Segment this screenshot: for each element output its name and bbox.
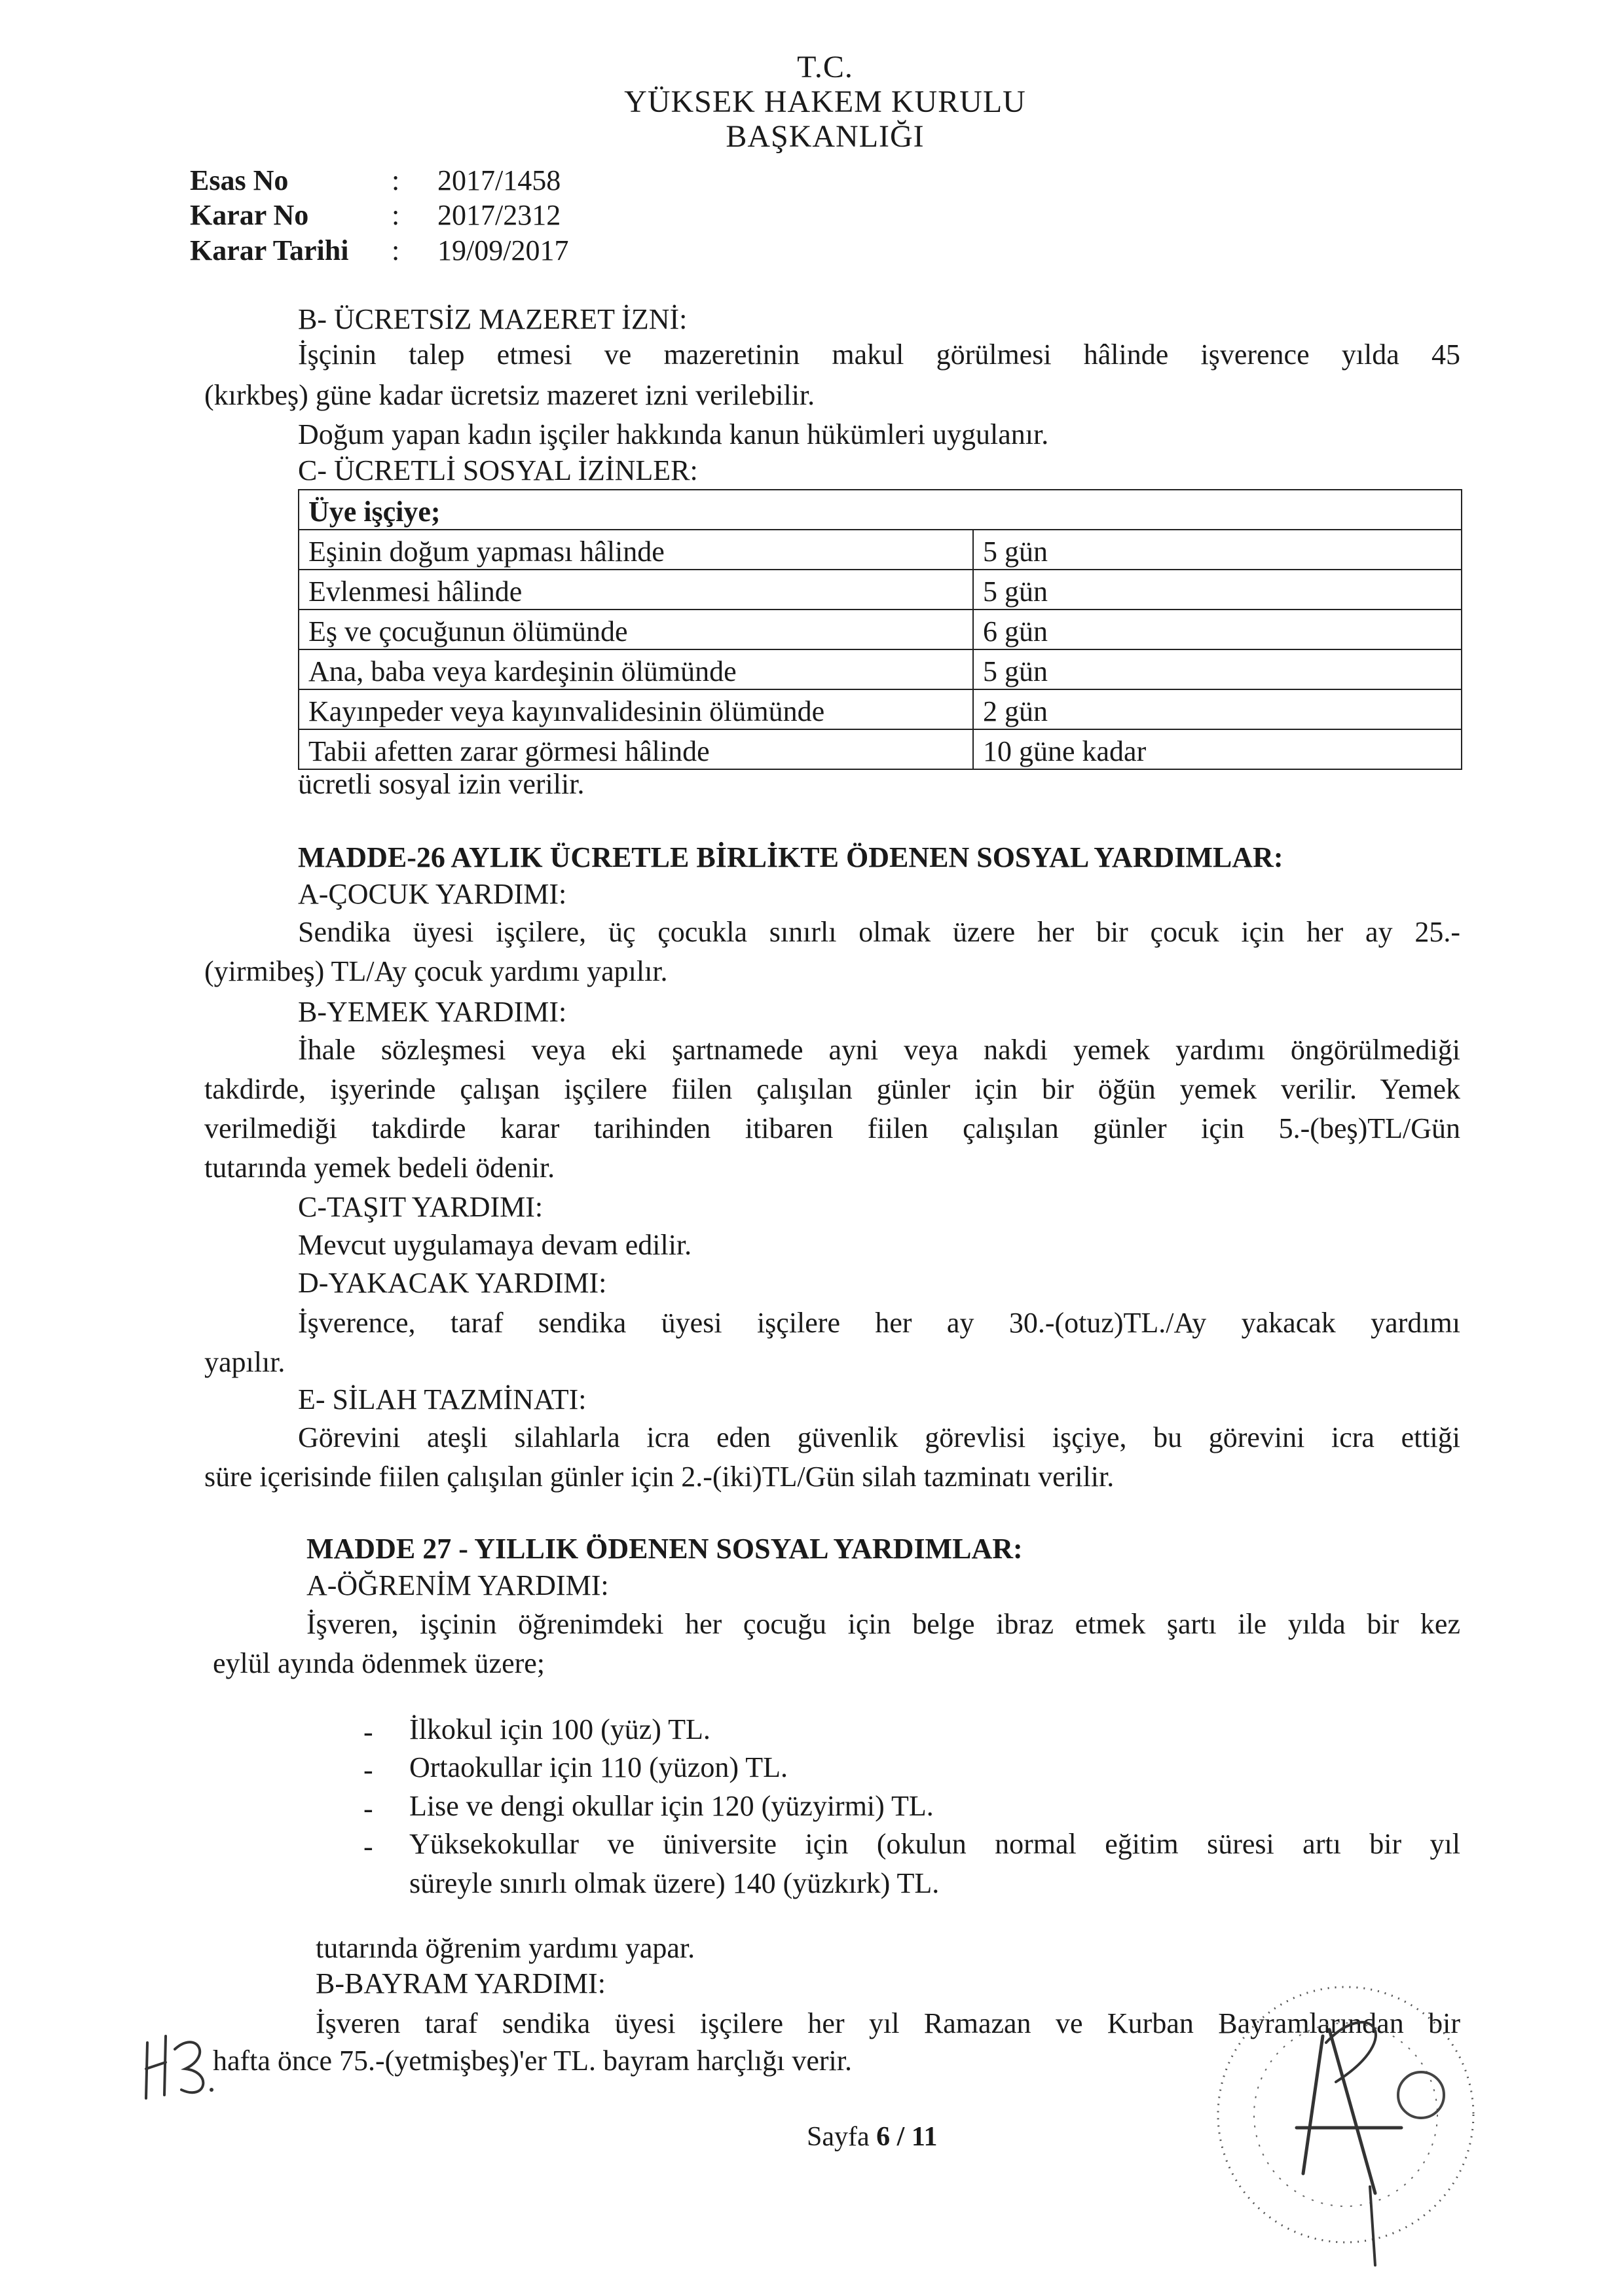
list-item: İlkokul için 100 (yüz) TL. bbox=[409, 1713, 710, 1745]
madde27-b-line2: hafta önce 75.-(yetmişbeş)'er TL. bayram harçlığı verir. bbox=[213, 2045, 852, 2077]
madde26-e-line2: süre içerisinde fiilen çalışılan günler için 2.-(iki)TL/Gün silah tazminatı verilir. bbox=[204, 1461, 1115, 1493]
list-bullet: - bbox=[363, 1831, 373, 1863]
madde26-a-heading: A-ÇOCUK YARDIMI: bbox=[298, 878, 567, 910]
table-header-row bbox=[299, 490, 1462, 530]
page-prefix: Sayfa bbox=[807, 2122, 877, 2152]
madde26-d-line2: yapılır. bbox=[204, 1346, 286, 1378]
esas-label: Esas No bbox=[190, 164, 289, 196]
madde27-a-line1: İşveren, işçinin öğrenimdeki her çocuğu için belge ibraz etmek şartı ile yılda bir kez bbox=[306, 1608, 1460, 1640]
madde26-a-line2: (yirmibeş) TL/Ay çocuk yardımı yapılır. bbox=[204, 955, 668, 987]
madde27-a-heading: A-ÖĞRENİM YARDIMI: bbox=[306, 1569, 609, 1601]
handwritten-initials bbox=[134, 2016, 226, 2108]
madde26-b-heading: B-YEMEK YARDIMI: bbox=[298, 996, 567, 1028]
madde27-b-heading: B-BAYRAM YARDIMI: bbox=[316, 1967, 606, 1999]
esas-value: 2017/1458 bbox=[437, 164, 561, 196]
table-row bbox=[299, 649, 1462, 689]
table-cell-label: Ana, baba veya kardeşinin ölümünde bbox=[299, 649, 973, 689]
list-item-continuation: süreyle sınırlı olmak üzere) 140 (yüzkırk) TL. bbox=[409, 1867, 940, 1899]
madde27-heading: MADDE 27 - YILLIK ÖDENEN SOSYAL YARDIMLAR: bbox=[306, 1533, 1023, 1565]
karar-colon: : bbox=[392, 199, 400, 231]
page-total: 11 bbox=[911, 2122, 938, 2152]
page-current: 6 bbox=[876, 2122, 891, 2152]
header-presidency: BAŞKANLIĞI bbox=[726, 119, 925, 154]
table-row bbox=[299, 729, 1462, 769]
section-c-heading: C- ÜCRETLİ SOSYAL İZİNLER: bbox=[298, 454, 698, 486]
list-item: Ortaokullar için 110 (yüzon) TL. bbox=[409, 1751, 788, 1783]
table-row bbox=[299, 610, 1462, 649]
madde26-b-line3: verilmediği takdirde karar tarihinden itibaren fiilen çalışılan günler için 5.-(beş)TL/Gün bbox=[204, 1112, 1460, 1144]
page-number bbox=[807, 2121, 938, 2153]
madde26-c-heading: C-TAŞIT YARDIMI: bbox=[298, 1191, 544, 1223]
madde26-e-line1: Görevini ateşli silahlarla icra eden güvenlik görevlisi işçiye, bu görevini icra ettiği bbox=[298, 1421, 1460, 1453]
madde27-a-after: tutarında öğrenim yardımı yapar. bbox=[316, 1932, 695, 1964]
madde26-b-line2: takdirde, işyerinde çalışan işçilere fiilen çalışılan günler için bir öğün yemek verilir. Yemek bbox=[204, 1073, 1460, 1105]
table-cell-value: 5 gün bbox=[973, 570, 1462, 610]
table-cell-value: 2 gün bbox=[973, 689, 1462, 729]
madde26-d-heading: D-YAKACAK YARDIMI: bbox=[298, 1267, 607, 1299]
list-bullet: - bbox=[363, 1754, 373, 1786]
karar-value: 2017/2312 bbox=[437, 199, 561, 231]
table-cell-label: Eşinin doğum yapması hâlinde bbox=[299, 530, 973, 570]
section-c-after: ücretli sosyal izin verilir. bbox=[298, 768, 585, 800]
header-institution: YÜKSEK HAKEM KURULU bbox=[624, 84, 1026, 119]
madde26-heading: MADDE-26 AYLIK ÜCRETLE BİRLİKTE ÖDENEN SOSYAL YARDIMLAR: bbox=[298, 841, 1283, 873]
madde26-e-heading: E- SİLAH TAZMİNATI: bbox=[298, 1383, 587, 1415]
section-b-paragraph2: Doğum yapan kadın işçiler hakkında kanun hükümleri uygulanır. bbox=[298, 418, 1049, 450]
tarih-value: 19/09/2017 bbox=[437, 234, 569, 266]
madde26-d-line1: İşverence, taraf sendika üyesi işçilere her ay 30.-(otuz)TL./Ay yakacak yardımı bbox=[298, 1307, 1460, 1339]
table-header-cell: Üye işçiye; bbox=[299, 490, 1462, 530]
table-cell-label: Kayınpeder veya kayınvalidesinin ölümünde bbox=[299, 689, 973, 729]
table-cell-label: Evlenmesi hâlinde bbox=[299, 570, 973, 610]
madde27-b-line1: İşveren taraf sendika üyesi işçilere her yıl Ramazan ve Kurban Bayramlarından bir bbox=[316, 2007, 1460, 2039]
header-tc: T.C. bbox=[797, 50, 853, 84]
section-b-line2: (kırkbeş) güne kadar ücretsiz mazeret izni verilebilir. bbox=[204, 379, 815, 411]
madde26-a-line1: Sendika üyesi işçilere, üç çocukla sınırlı olmak üzere her bir çocuk için her ay 25.- bbox=[298, 916, 1460, 948]
table-row bbox=[299, 570, 1462, 610]
karar-label: Karar No bbox=[190, 199, 309, 231]
table-cell-value: 10 güne kadar bbox=[973, 729, 1462, 769]
table-cell-value: 6 gün bbox=[973, 610, 1462, 649]
list-bullet: - bbox=[363, 1793, 373, 1825]
table-row bbox=[299, 530, 1462, 570]
madde26-b-line4: tutarında yemek bedeli ödenir. bbox=[204, 1152, 555, 1184]
tarih-colon: : bbox=[392, 234, 400, 266]
list-item: Lise ve dengi okullar için 120 (yüzyirmi) TL. bbox=[409, 1790, 934, 1822]
madde26-b-line1: İhale sözleşmesi veya eki şartnamede ayni veya nakdi yemek yardımı öngörülmediği bbox=[298, 1034, 1460, 1066]
table-cell-label: Tabii afetten zarar görmesi hâlinde bbox=[299, 729, 973, 769]
list-bullet: - bbox=[363, 1716, 373, 1748]
madde26-c-line1: Mevcut uygulamaya devam edilir. bbox=[298, 1229, 692, 1261]
section-b-heading: B- ÜCRETSİZ MAZERET İZNİ: bbox=[298, 303, 688, 335]
paid-leave-table bbox=[298, 489, 1462, 770]
table-cell-value: 5 gün bbox=[973, 649, 1462, 689]
madde27-a-line2: eylül ayında ödenmek üzere; bbox=[213, 1647, 545, 1679]
list-item: Yüksekokullar ve üniversite için (okulun normal eğitim süresi artı bir yıl bbox=[409, 1828, 1460, 1860]
page-separator: / bbox=[890, 2122, 912, 2152]
official-seal-stamp bbox=[1198, 1958, 1493, 2285]
table-cell-value: 5 gün bbox=[973, 530, 1462, 570]
tarih-label: Karar Tarihi bbox=[190, 234, 349, 266]
table-row bbox=[299, 689, 1462, 729]
esas-colon: : bbox=[392, 164, 400, 196]
table-cell-label: Eş ve çocuğunun ölümünde bbox=[299, 610, 973, 649]
section-b-line1: İşçinin talep etmesi ve mazeretinin makul görülmesi hâlinde işverence yılda 45 bbox=[298, 338, 1460, 371]
